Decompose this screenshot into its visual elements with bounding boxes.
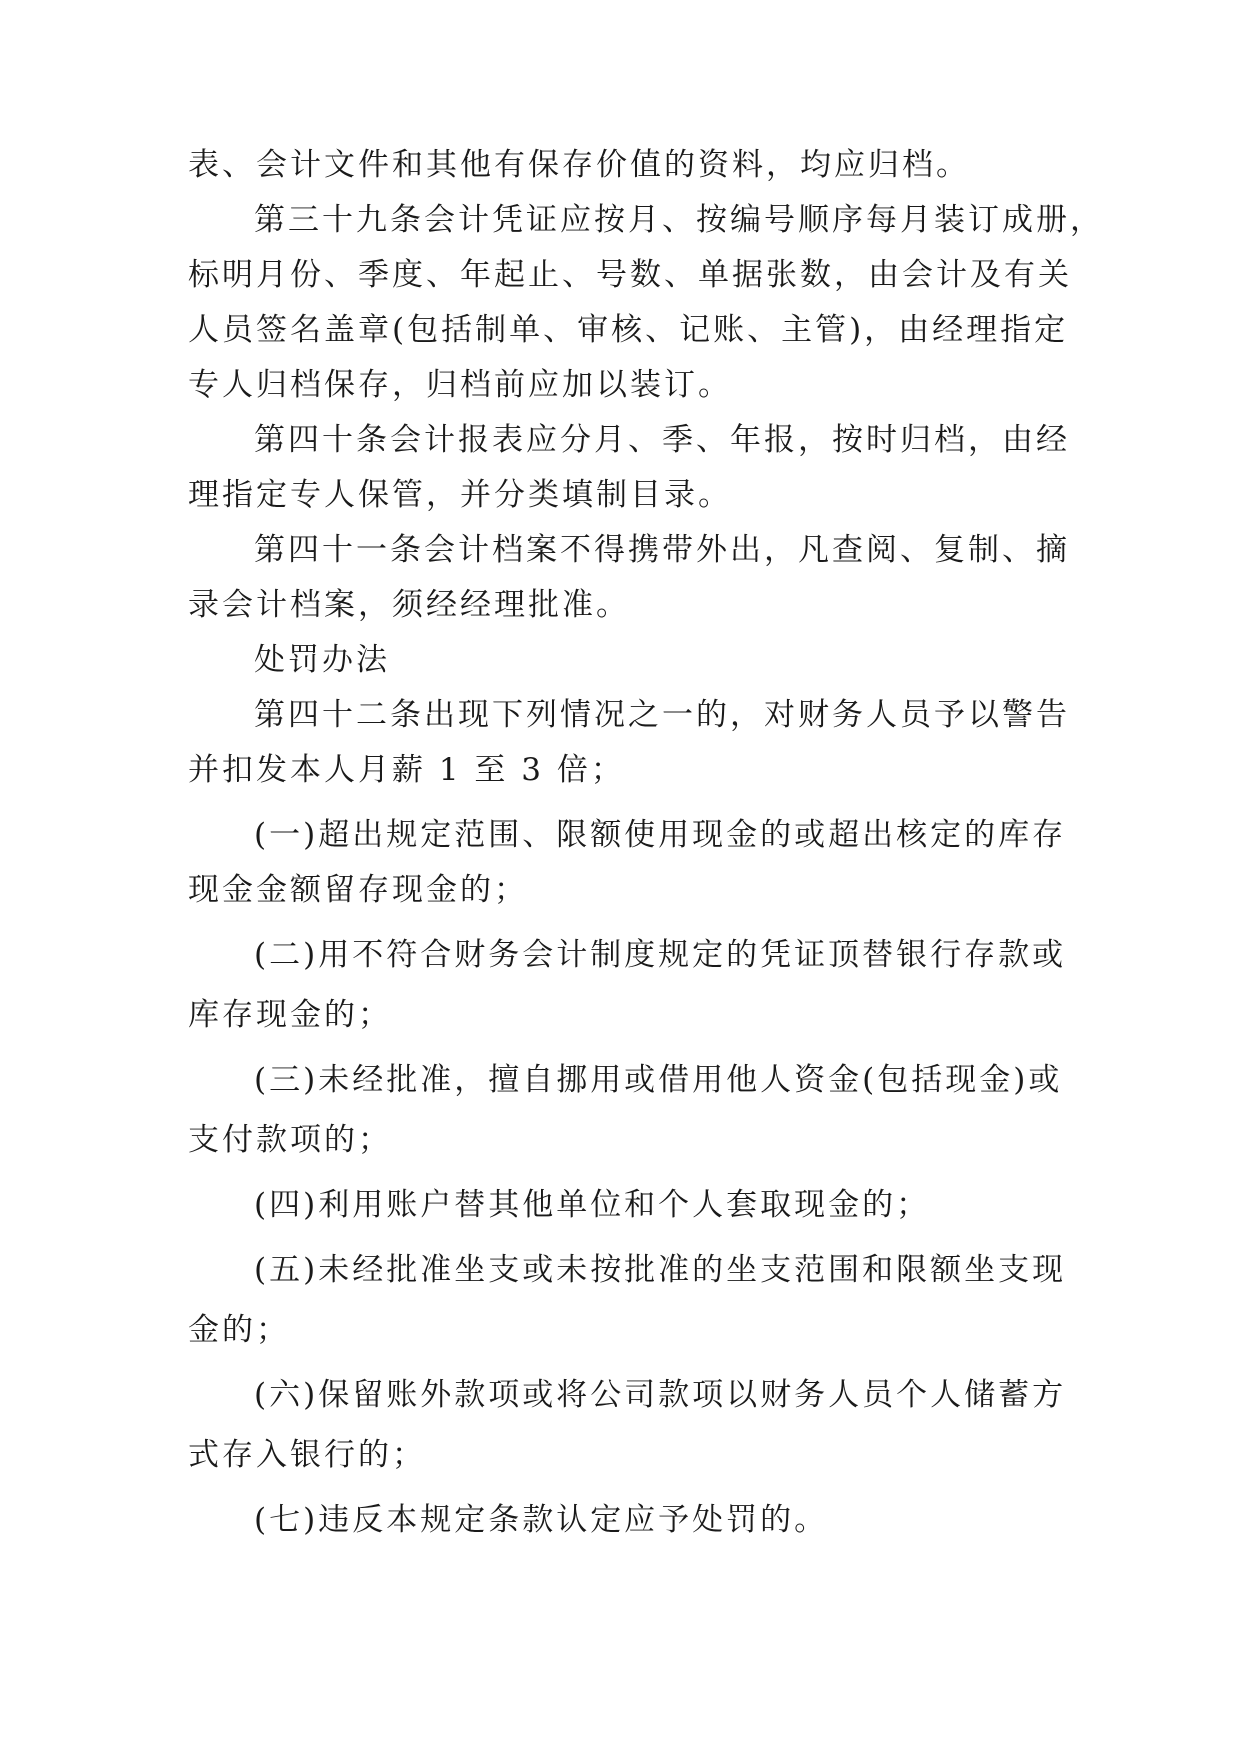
article-41-line-1: 第四十一条会计档案不得携带外出，凡查阅、复制、摘 [254, 532, 1070, 568]
article-42-line-1: 第四十二条出现下列情况之一的，对财务人员予以警告 [254, 697, 1070, 733]
item-3-line-2: 支付款项的； [188, 1122, 392, 1158]
item-6-line-1: (六)保留账外款项或将公司款项以财务人员个人储蓄方 [254, 1377, 1067, 1413]
article-39-line-2: 标明月份、季度、年起止、号数、单据张数，由会计及有关 [188, 257, 1072, 293]
item-2-line-2: 库存现金的； [188, 997, 392, 1033]
article-39-line-3: 人员签名盖章(包括制单、审核、记账、主管)，由经理指定 [188, 312, 1069, 348]
item-1-line-2: 现金金额留存现金的； [188, 872, 528, 908]
article-42-line-2: 并扣发本人月薪 1 至 3 倍； [188, 752, 625, 788]
item-5-line-2: 金的； [188, 1312, 290, 1348]
text-line-continuation: 表、会计文件和其他有保存价值的资料，均应归档。 [188, 147, 970, 183]
item-7-line-1: (七)违反本规定条款认定应予处罚的。 [254, 1502, 829, 1538]
article-40-line-1: 第四十条会计报表应分月、季、年报，按时归档，由经 [254, 422, 1070, 458]
item-1-line-1: (一)超出规定范围、限额使用现金的或超出核定的库存 [254, 817, 1067, 853]
section-heading-penalties: 处罚办法 [254, 642, 390, 678]
article-41-line-2: 录会计档案，须经经理批准。 [188, 587, 630, 623]
item-2-line-1: (二)用不符合财务会计制度规定的凭证顶替银行存款或 [254, 937, 1067, 973]
item-4-line-1: (四)利用账户替其他单位和个人套取现金的； [254, 1187, 931, 1223]
article-40-line-2: 理指定专人保管，并分类填制目录。 [188, 477, 732, 513]
article-39-line-4: 专人归档保存，归档前应加以装订。 [188, 367, 732, 403]
item-6-line-2: 式存入银行的； [188, 1437, 426, 1473]
article-39-line-1: 第三十九条会计凭证应按月、按编号顺序每月装订成册， [254, 202, 1104, 238]
item-5-line-1: (五)未经批准坐支或未按批准的坐支范围和限额坐支现 [254, 1252, 1067, 1288]
item-3-line-1: (三)未经批准，擅自挪用或借用他人资金(包括现金)或 [254, 1062, 1063, 1098]
